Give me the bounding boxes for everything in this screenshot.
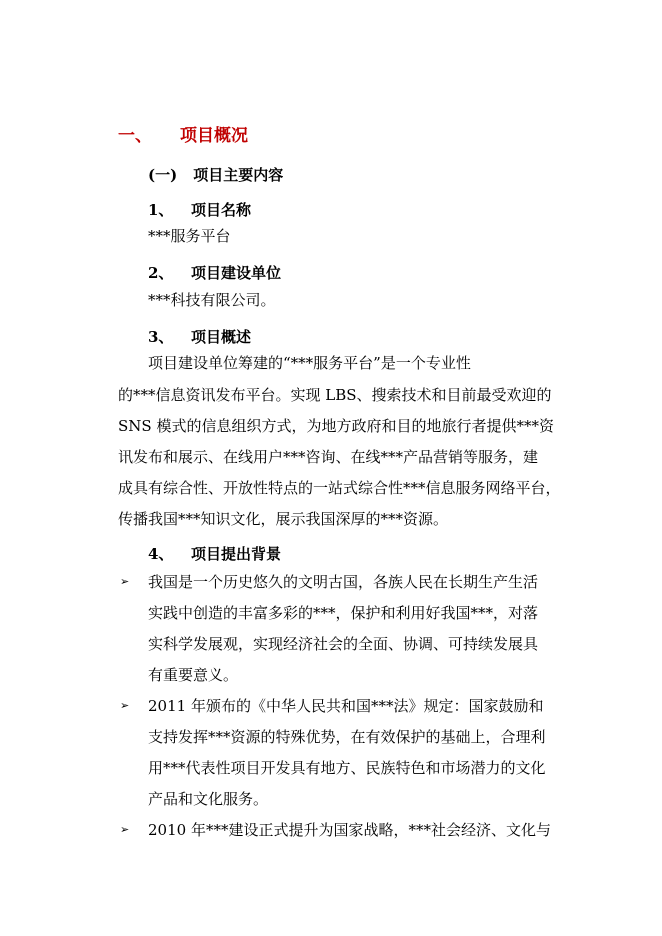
- section-1-number: 1、: [148, 201, 174, 219]
- section-1-heading: [148, 200, 251, 220]
- bullet-1-line: 实科学发展观，实现经济社会的全面、协调、可持续发展具: [148, 635, 539, 653]
- bullet-2-line: 用***代表性项目开发具有地方、民族特色和市场潜力的文化: [148, 759, 546, 777]
- section-2-number: 2、: [148, 264, 174, 282]
- heading-1-title: 项目概况: [180, 126, 248, 146]
- section-4-title: 项目提出背景: [191, 545, 282, 563]
- bullet-1-line: 有重要意义。: [148, 666, 239, 684]
- heading-2-number: (一): [148, 166, 178, 184]
- section-1-title: 项目名称: [191, 201, 252, 219]
- section-3-paragraph-line: 的***信息资讯发布平台。实现 LBS、搜索技术和目前最受欢迎的: [118, 386, 552, 404]
- section-3-paragraph-line: 项目建设单位筹建的“***服务平台”是一个专业性: [148, 354, 471, 372]
- section-2-title: 项目建设单位: [191, 264, 282, 282]
- bullet-3-line: 2010 年***建设正式提升为国家战略，***社会经济、文化与: [148, 821, 551, 839]
- section-3-paragraph-line: 传播我国***知识文化，展示我国深厚的***资源。: [118, 510, 449, 528]
- bullet-2-line: 支持发挥***资源的特殊优势，在有效保护的基础上，合理利: [148, 728, 546, 746]
- bullet-1-line: 我国是一个历史悠久的文明古国，各族人民在长期生产生活: [148, 573, 539, 591]
- section-3-paragraph-line: 讯发布和展示、在线用户***咨询、在线***产品营销等服务，建: [118, 448, 539, 466]
- heading-1-number: 一、: [118, 126, 152, 146]
- section-2-heading: [148, 263, 281, 283]
- bullet-1-line: 实践中创造的丰富多彩的***，保护和利用好我国***，对落: [148, 604, 539, 622]
- section-2-body: ***科技有限公司。: [148, 291, 276, 309]
- section-1-body: ***服务平台: [148, 227, 231, 245]
- heading-2-title: 项目主要内容: [193, 166, 284, 184]
- section-3-number: 3、: [148, 328, 174, 346]
- section-4-heading: [148, 544, 281, 564]
- bullet-arrow-icon: ➢: [120, 823, 130, 836]
- bullet-arrow-icon: ➢: [120, 575, 130, 588]
- heading-level-1: [118, 126, 248, 146]
- section-3-paragraph-line: SNS 模式的信息组织方式，为地方政府和目的地旅行者提供***资: [118, 417, 554, 435]
- heading-level-2: [148, 165, 283, 185]
- section-3-paragraph-line: 成具有综合性、开放性特点的一站式综合性***信息服务网络平台，: [118, 479, 561, 497]
- bullet-2-line: 产品和文化服务。: [148, 790, 269, 808]
- section-3-title: 项目概述: [191, 328, 252, 346]
- bullet-arrow-icon: ➢: [120, 699, 130, 712]
- section-3-heading: [148, 327, 251, 347]
- section-4-number: 4、: [148, 545, 174, 563]
- bullet-2-line: 2011 年颁布的《中华人民共和国***法》规定：国家鼓励和: [148, 697, 544, 715]
